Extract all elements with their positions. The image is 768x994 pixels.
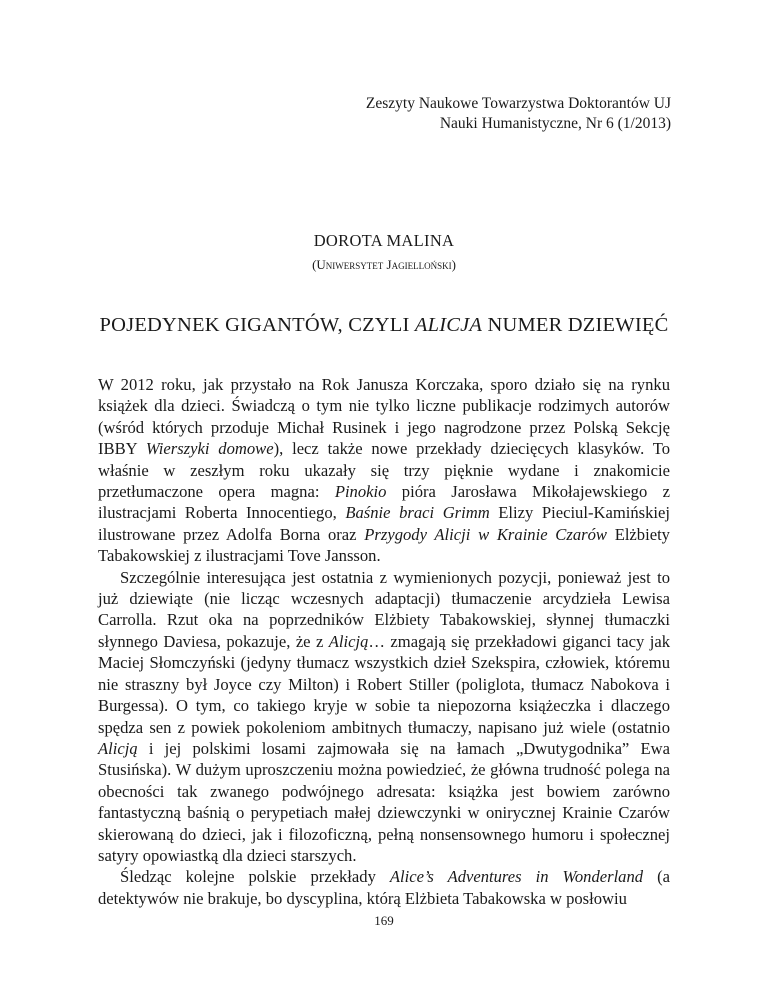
text-run: (a detektywów nie brakuje, bo dyscyplina, którą Elżbieta Tabakowska w posłowiu	[98, 867, 670, 908]
title-italic: ALICJA	[414, 314, 483, 336]
text-run: i jej polskimi losami zajmowała się na łamach „Dwutygodnika” Ewa Stusińska). W dużym uproszczeniu można powiedzieć, że główna trudność polega na obecności tak zwanego podwójnego adresata: książka jest bowiem zarówno fantastyczną baśnią o perypetiach małej dziewczynki w onirycznej Krainie Czarów skierowaną do dzieci, jak i filozoficzną, pełną nonsensownego humoru i społecznej satyry opowiastką dla dzieci starszych.	[98, 738, 670, 865]
text-run: ), lecz także nowe przekłady dziecięcych klasyków. To właśnie w zeszłym roku ukazały się trzy pięknie wydane i znakomicie przetłumaczone opera magna:	[98, 439, 671, 502]
italic-title: Alice’s Adventures in Wonderland	[389, 867, 644, 887]
title-text-1: POJEDYNEK GIGANTÓW, CZYLI	[99, 314, 415, 336]
title-text-2: NUMER DZIEWIĘĆ	[482, 314, 669, 336]
italic-title: Baśnie braci Grimm	[345, 503, 490, 523]
text-run: Elizy Pieciul-Kamińskiej ilustrowane przez Adolfa Borna oraz	[98, 503, 670, 544]
italic-title: Alicją	[98, 738, 138, 758]
text-run: W 2012 roku, jak przystało na Rok Janusza Korczaka, sporo działo się na rynku książek dla dzieci. Świadczą o tym nie tylko liczne publikacje rodzimych autorów (wśród których przoduje Michał Rusinek i jego nagrodzone przez Polską Sekcję IBBY	[98, 375, 670, 459]
text-run: pióra Jarosława Mikołajewskiego z ilustracjami Roberta Innocentiego,	[98, 482, 670, 523]
text-run: Szczególnie interesująca jest ostatnia z wymienionych pozycji, ponieważ jest to już dziewiąte (nie licząc wczesnych adaptacji) tłumaczenie arcydzieła Lewisa Carrolla. Rzut oka na poprzedników Elżbiety Tabakowskiej, słynnej tłumaczki słynnego Daviesa, pokazuje, że z	[98, 567, 670, 651]
article-body	[98, 374, 670, 909]
author-name: DOROTA MALINA	[313, 231, 455, 250]
journal-header	[366, 94, 671, 134]
paragraph-1	[98, 374, 670, 567]
journal-name: Zeszyty Naukowe Towarzystwa Doktorantów UJ	[365, 95, 671, 112]
italic-title: Przygody Alicji w Krainie Czarów	[364, 524, 607, 544]
author-affiliation: (Uniwersytet Jagielloński)	[312, 257, 456, 272]
italic-title: Pinokio	[334, 482, 387, 502]
paragraph-2	[98, 567, 670, 867]
journal-issue: Nauki Humanistyczne, Nr 6 (1/2013)	[439, 115, 671, 132]
article-title	[0, 314, 768, 337]
page-number: 169	[374, 913, 394, 928]
text-run: … zmagają się przekładowi giganci tacy jak Maciej Słomczyński (jedyny tłumacz wszystkich dzieł Szekspira, człowiek, któremu nie straszny był Joyce czy Milton) i Robert Stiller (poliglota, tłumacz Nabokova i Burgessa). O tym, co takiego kryje w sobie ta niepozorna książeczka i dlaczego spędza sen z powiek pokoleniom ambitnych tłumaczy, napisano już wiele (ostatnio	[98, 631, 670, 737]
text-run: Elżbiety Tabakowskiej z ilustracjami Tove Jansson.	[98, 524, 670, 566]
italic-title: Alicją	[328, 631, 369, 651]
text-run: Śledząc kolejne polskie przekłady	[120, 867, 390, 887]
paragraph-3	[98, 866, 670, 909]
italic-title: Wierszyki domowe	[145, 439, 274, 459]
